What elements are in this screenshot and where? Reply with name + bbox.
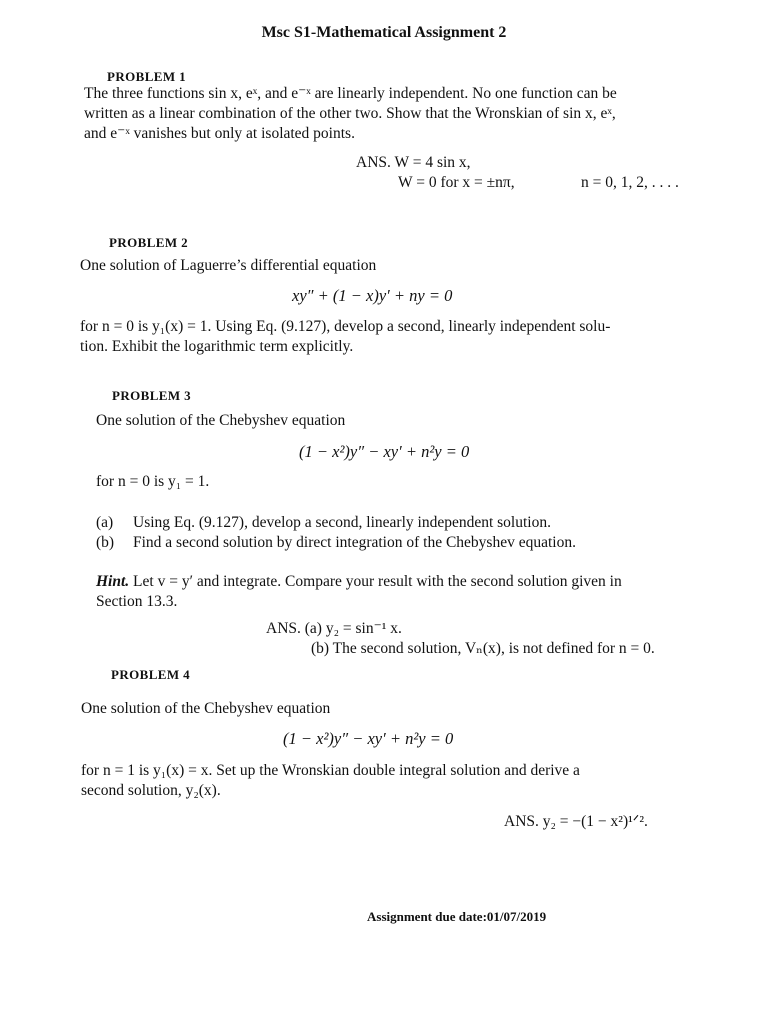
document-title: Msc S1-Mathematical Assignment 2: [261, 24, 507, 41]
problem-1-answer-line: ANS. W = 4 sin x,: [356, 154, 471, 171]
problem-3-answer-b: (b) The second solution, Vₙ(x), is not defined for n = 0.: [311, 640, 655, 657]
problem-3-item-label-a: (a): [96, 514, 114, 531]
problem-2-text-line: for n = 0 is y₁(x) = 1. Using Eq. (9.127), develop a second, linearly independent solu-: [80, 318, 611, 335]
problem-4-text-line: for n = 1 is y₁(x) = x. Set up the Wronskian double integral solution and derive a: [81, 762, 580, 779]
problem-1-text-line: written as a linear combination of the other two. Show that the Wronskian of sin x, eˣ,: [84, 105, 616, 122]
problem-3-hint: [96, 572, 622, 592]
problem-4-intro: One solution of the Chebyshev equation: [81, 700, 331, 717]
due-date: Assignment due date:01/07/2019: [367, 909, 547, 924]
problem-1-text-line: and e⁻ˣ vanishes but only at isolated points.: [84, 125, 355, 142]
problem-3-answer-a: ANS. (a) y₂ = sin⁻¹ x.: [266, 620, 402, 637]
problem-2-heading: PROBLEM 2: [109, 235, 189, 250]
problem-1-heading: PROBLEM 1: [107, 69, 187, 84]
problem-2-equation: xy″ + (1 − x)y′ + ny = 0: [292, 286, 453, 305]
problem-4-answer: ANS. y₂ = −(1 − x²)¹ᐟ².: [504, 813, 648, 830]
problem-4-text-line: second solution, y₂(x).: [81, 782, 221, 799]
problem-3-item-text-a: Using Eq. (9.127), develop a second, linearly independent solution.: [133, 514, 551, 531]
problem-1-text-line: The three functions sin x, eˣ, and e⁻ˣ are linearly independent. No one function can be: [84, 85, 617, 102]
problem-3-hint-continued: Section 13.3.: [96, 593, 178, 610]
problem-3-equation: (1 − x²)y″ − xy′ + n²y = 0: [299, 442, 470, 461]
problem-3-condition: for n = 0 is y₁ = 1.: [96, 473, 210, 490]
problem-1-answer-line: W = 0 for x = ±nπ,: [398, 174, 515, 191]
problem-3-intro: One solution of the Chebyshev equation: [96, 412, 346, 429]
hint-label: Hint.: [96, 573, 130, 590]
hint-text: Let v = y′ and integrate. Compare your result with the second solution given in: [133, 573, 622, 590]
problem-3-heading: PROBLEM 3: [112, 388, 192, 403]
problem-4-heading: PROBLEM 4: [111, 667, 191, 682]
problem-3-item-label-b: (b): [96, 534, 115, 551]
problem-1-answer-range: n = 0, 1, 2, . . . .: [581, 174, 679, 191]
problem-2-text-line: tion. Exhibit the logarithmic term explicitly.: [80, 338, 354, 355]
problem-3-item-text-b: Find a second solution by direct integration of the Chebyshev equation.: [133, 534, 576, 551]
problem-2-intro: One solution of Laguerre’s differential equation: [80, 257, 377, 274]
problem-4-equation: (1 − x²)y″ − xy′ + n²y = 0: [283, 729, 454, 748]
